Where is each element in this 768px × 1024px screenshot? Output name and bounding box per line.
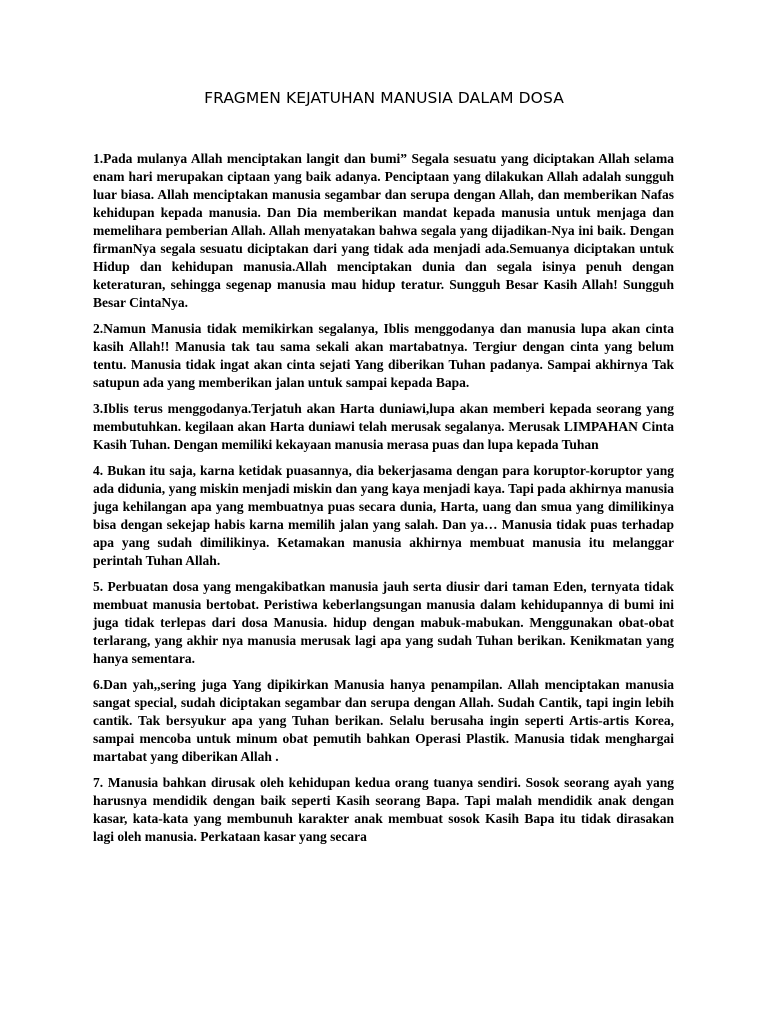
paragraph-4: 4. Bukan itu saja, karna ketidak puasannya, dia bekerjasama dengan para koruptor-koruptor yang ada didunia, yang miskin menjadi miskin dan yang kaya menjadi kaya. Tapi pada akhirnya manusia juga kehilangan apa yang membuatnya puas secara dunia, Harta, uang dan smua yang dimilikinya bisa dengan sekejap habis karna memilih jalan yang salah. Dan ya… Manusia tidak puas terhadap apa yang sudah dimilikinya. Ketamakan manusia akhirnya membuat manusia itu melanggar perintah Tuhan Allah. — [93, 463, 674, 568]
paragraph-3: 3.Iblis terus menggodanya.Terjatuh akan Harta duniawi,lupa akan memberi kepada seorang yang membutuhkan. kegilaan akan Harta duniawi telah merusak segalanya. Merusak LIMPAHAN Cinta Kasih Tuhan. Dengan memiliki kekayaan manusia merasa puas dan lupa kepada Tuhan — [93, 401, 674, 452]
paragraph-6: 6.Dan yah,,sering juga Yang dipikirkan Manusia hanya penampilan. Allah menciptakan manusia sangat special, sudah diciptakan segambar dan serupa dengan Allah. Sudah Cantik, tapi ingin lebih cantik. Tak bersyukur apa yang Tuhan berikan. Selalu berusaha ingin seperti Artis-artis Korea, sampai mencoba untuk minum obat pemutih bahkan Operasi Plastik. Manusia tidak menghargai martabat yang diberikan Allah . — [93, 677, 674, 764]
paragraph-2: 2.Namun Manusia tidak memikirkan segalanya, Iblis menggodanya dan manusia lupa akan cinta kasih Allah!! Manusia tak tau sama sekali akan martabatnya. Tergiur dengan cinta yang belum tentu. Manusia tidak ingat akan cinta sejati Yang diberikan Tuhan padanya. Sampai akhirnya Tak satupun ada yang memberikan jalan untuk sampai kepada Bapa. — [93, 321, 674, 390]
document-body — [93, 150, 674, 854]
document-title: FRAGMEN KEJATUHAN MANUSIA DALAM DOSA — [204, 89, 564, 107]
paragraph-5: 5. Perbuatan dosa yang mengakibatkan manusia jauh serta diusir dari taman Eden, ternyata tidak membuat manusia bertobat. Peristiwa keberlangsungan manusia dalam kehidupannya di bumi ini juga tidak terlepas dari dosa Manusia. hidup dengan mabuk-mabukan. Menggunakan obat-obat terlarang, yang akhir nya manusia merusak lagi apa yang sudah Tuhan berikan. Kenikmatan yang hanya sementara. — [93, 579, 674, 666]
paragraph-1: 1.Pada mulanya Allah menciptakan langit dan bumi” Segala sesuatu yang diciptakan Allah selama enam hari merupakan ciptaan yang baik adanya. Penciptaan yang dilakukan Allah adalah sungguh luar biasa. Allah menciptakan manusia segambar dan serupa dengan Allah, dan memberikan Nafas kehidupan kepada manusia. Dan Dia memberikan mandat kepada manusia untuk menjaga dan memelihara pemberian Allah. Allah menyatakan bahwa segala yang dijadikan-Nya ini baik. Dengan firmanNya segala sesuatu diciptakan dari yang tidak ada menjadi ada.Semuanya diciptakan untuk Hidup dan kehidupan manusia.Allah menciptakan dunia dan segala isinya penuh dengan keteraturan, sehingga segenap manusia mau hidup teratur. Sungguh Besar Kasih Allah! Sungguh Besar CintaNya. — [93, 151, 674, 310]
paragraph-7: 7. Manusia bahkan dirusak oleh kehidupan kedua orang tuanya sendiri. Sosok seorang ayah yang harusnya mendidik dengan baik seperti Kasih seorang Bapa. Tapi malah mendidik anak dengan kasar, kata-kata yang membunuh karakter anak membuat sosok Kasih Bapa itu tidak dirasakan lagi oleh manusia. Perkataan kasar yang secara — [93, 775, 674, 844]
